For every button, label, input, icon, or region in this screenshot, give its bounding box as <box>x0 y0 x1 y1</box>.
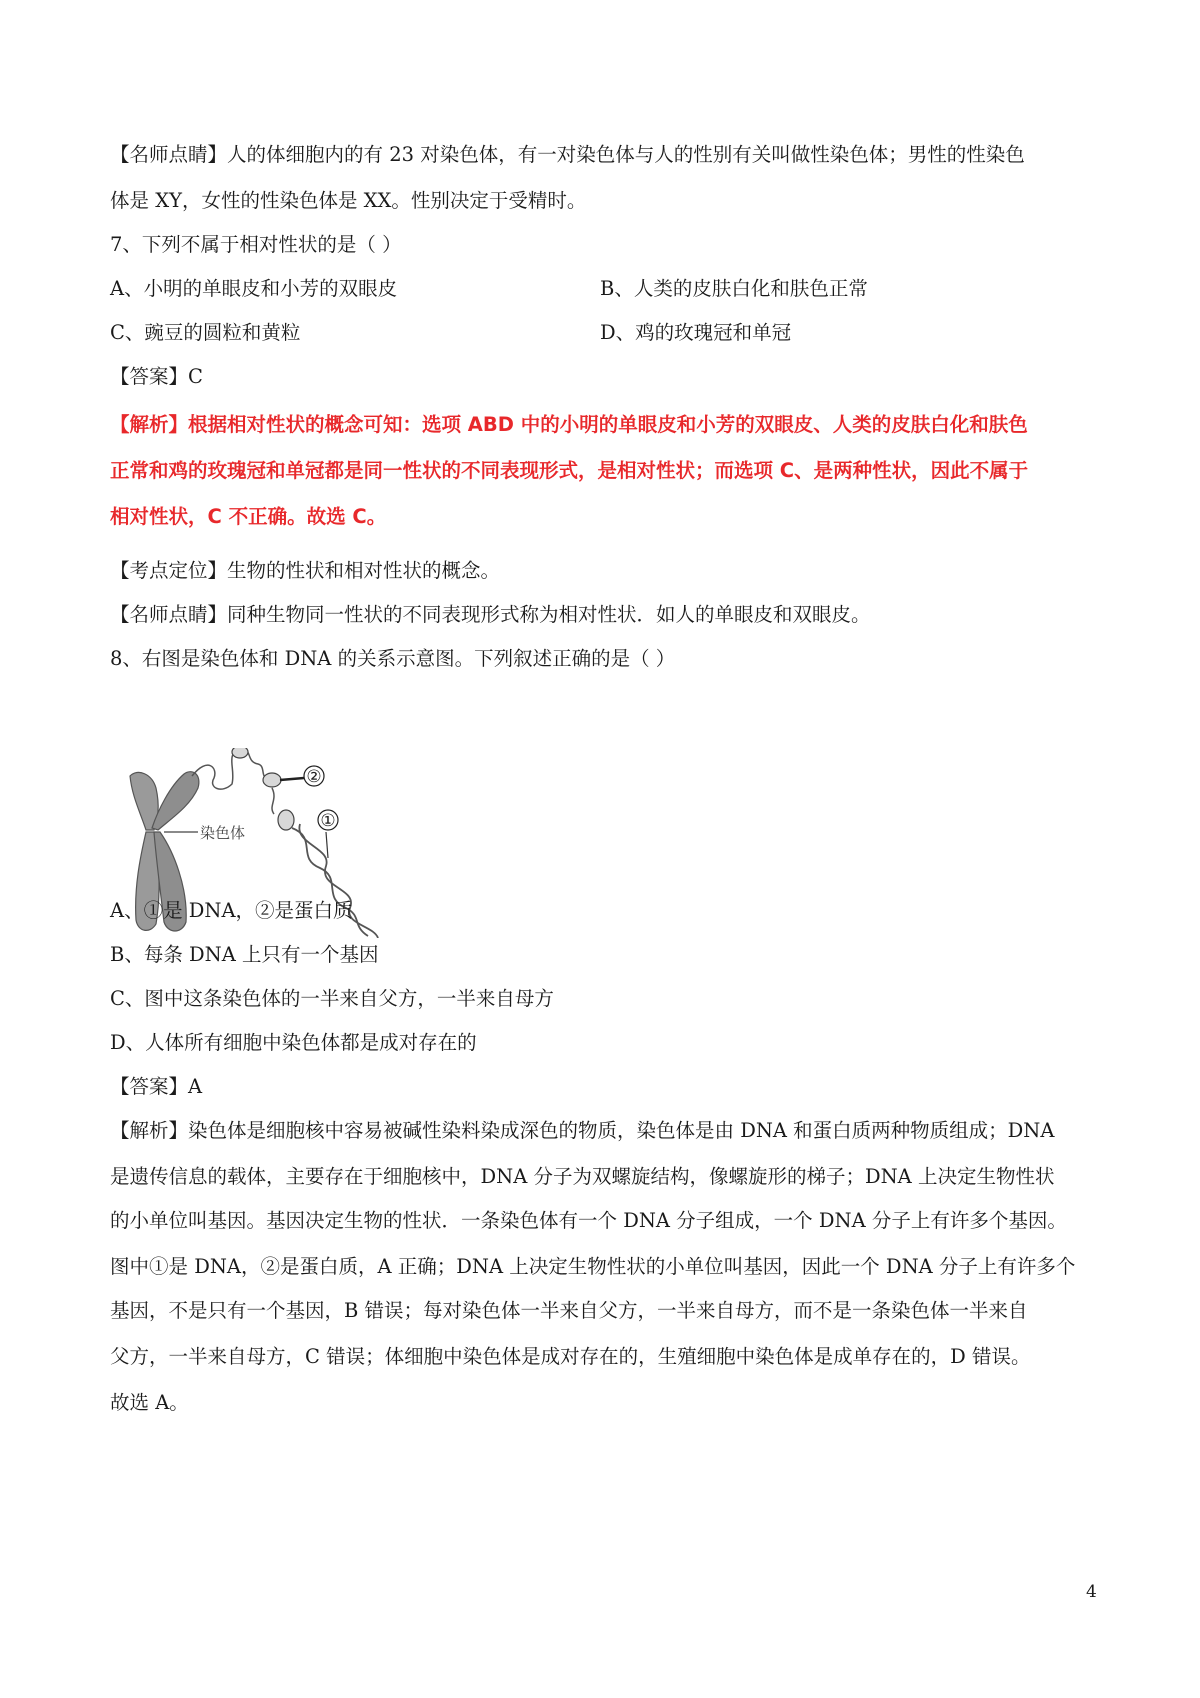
chromosome-arm-upper-right <box>152 772 199 830</box>
q8-explanation-7: 故选 A。 <box>110 1391 189 1414</box>
marker-1: ① <box>320 811 336 831</box>
q7-explanation-1: 【解析】根据相对性状的概念可知：选项 ABD 中的小明的单眼皮和小芳的双眼皮、人类的皮肤白化和肤色 <box>110 413 1028 436</box>
q7-explanation-2: 正常和鸡的玫瑰冠和单冠都是同一性状的不同表现形式，是相对性状；而选项 C、是两种性状，因此不属于 <box>110 459 1029 482</box>
q8-option-c: C、图中这条染色体的一半来自父方，一半来自母方 <box>110 987 554 1010</box>
q7-options-row-1 <box>110 274 868 304</box>
marker-2-line <box>280 778 304 780</box>
q8-explanation-4: 图中①是 DNA，②是蛋白质，A 正确；DNA 上决定生物性状的小单位叫基因，因此一个 DNA 分子上有许多个 <box>110 1255 1076 1278</box>
q8-explanation-1: 【解析】染色体是细胞核中容易被碱性染料染成深色的物质，染色体是由 DNA 和蛋白质两种物质组成；DNA <box>110 1119 1055 1142</box>
q7-answer: 【答案】C <box>110 365 203 388</box>
chromatin-thread-lower <box>272 788 274 814</box>
q7-explanation-3: 相对性状，C 不正确。故选 C。 <box>110 505 387 528</box>
note-line-1: 【名师点睛】人的体细胞内的有 23 对染色体，有一对染色体与人的性别有关叫做性染色体；男性的性染色 <box>110 143 1025 166</box>
q7-options-row-2 <box>110 318 792 348</box>
nucleosome-bead-1 <box>232 748 248 758</box>
q8-explanation-3: 的小单位叫基因。基因决定生物的性状．一条染色体有一个 DNA 分子组成，一个 DNA 分子上有许多个基因。 <box>110 1209 1067 1232</box>
q8-option-a: A、①是 DNA，②是蛋白质 <box>110 899 353 922</box>
note-line-2: 体是 XY，女性的性染色体是 XX。性别决定于受精时。 <box>110 189 587 212</box>
marker-2: ② <box>306 767 322 787</box>
q7-option-a: A、小明的单眼皮和小芳的双眼皮 <box>110 277 398 300</box>
q8-option-d: D、人体所有细胞中染色体都是成对存在的 <box>110 1031 477 1054</box>
q8-option-b: B、每条 DNA 上只有一个基因 <box>110 943 379 966</box>
marker-1-line <box>326 832 328 858</box>
nucleosome-bead-3 <box>278 810 294 830</box>
question-7: 7、下列不属于相对性状的是（ ） <box>110 233 402 256</box>
q7-key-point: 【考点定位】生物的性状和相对性状的概念。 <box>110 559 501 582</box>
chromosome-label: 染色体 <box>200 824 246 842</box>
chromatin-thread <box>192 750 268 789</box>
q8-explanation-6: 父方，一半来自母方，C 错误；体细胞中染色体是成对存在的，生殖细胞中染色体是成单存在的，D 错误。 <box>110 1345 1031 1368</box>
q7-teacher-note: 【名师点睛】同种生物同一性状的不同表现形式称为相对性状．如人的单眼皮和双眼皮。 <box>110 603 871 626</box>
page-number: 4 <box>1086 1582 1097 1602</box>
q7-option-c: C、豌豆的圆粒和黄粒 <box>110 321 301 344</box>
q7-option-d: D、鸡的玫瑰冠和单冠 <box>600 321 792 344</box>
q8-explanation-5: 基因，不是只有一个基因，B 错误；每对染色体一半来自父方，一半来自母方，而不是一条染色体一半来自 <box>110 1299 1028 1322</box>
question-8: 8、右图是染色体和 DNA 的关系示意图。下列叙述正确的是（ ） <box>110 647 676 670</box>
q8-answer: 【答案】A <box>110 1075 203 1098</box>
nucleosome-bead-2 <box>263 773 281 787</box>
q8-explanation-2: 是遗传信息的载体，主要存在于细胞核中，DNA 分子为双螺旋结构，像螺旋形的梯子；DNA 上决定生物性状 <box>110 1165 1055 1188</box>
q7-option-b: B、人类的皮肤白化和肤色正常 <box>600 277 868 300</box>
